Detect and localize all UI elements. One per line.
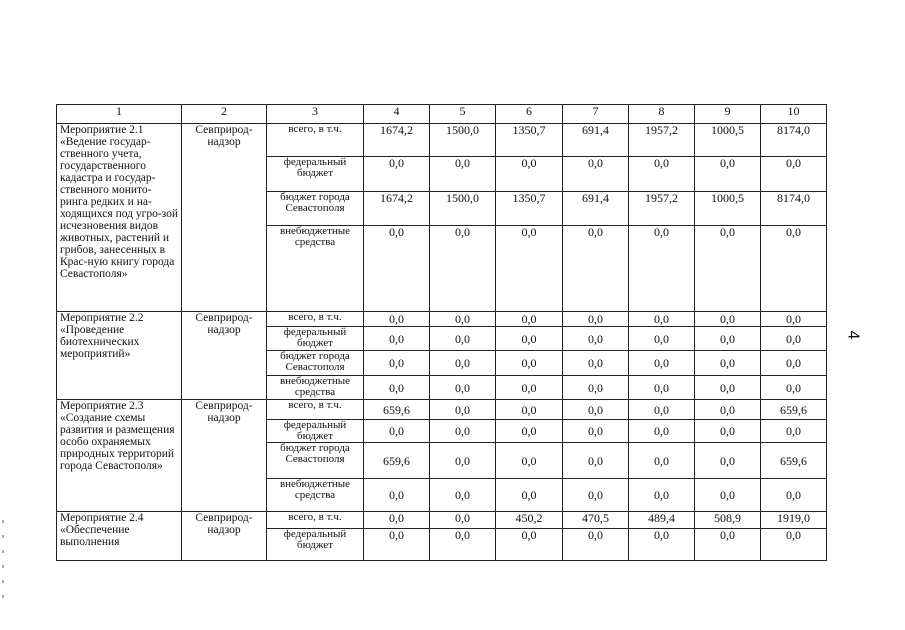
value-cell: 0,0 xyxy=(496,400,563,420)
column-header: 7 xyxy=(563,105,629,124)
value-cell: 691,4 xyxy=(563,192,629,226)
column-header: 5 xyxy=(430,105,496,124)
value-cell: 0,0 xyxy=(430,479,496,512)
column-header: 9 xyxy=(695,105,761,124)
value-cell: 0,0 xyxy=(695,400,761,420)
funding-source: федеральный бюджет xyxy=(267,529,364,561)
value-cell: 1500,0 xyxy=(430,124,496,157)
value-cell: 0,0 xyxy=(430,443,496,479)
value-cell: 0,0 xyxy=(430,376,496,400)
value-cell: 0,0 xyxy=(364,327,430,351)
funding-source: всего, в т.ч. xyxy=(267,400,364,420)
value-cell: 0,0 xyxy=(761,529,827,561)
value-cell: 0,0 xyxy=(563,157,629,192)
value-cell: 0,0 xyxy=(695,351,761,376)
value-cell: 0,0 xyxy=(430,351,496,376)
event-name: Мероприятие 2.2 «Проведение биотехнических мероприятий» xyxy=(57,312,182,400)
funding-source: федеральный бюджет xyxy=(267,420,364,443)
value-cell: 0,0 xyxy=(496,351,563,376)
value-cell: 659,6 xyxy=(364,443,430,479)
value-cell: 0,0 xyxy=(695,226,761,312)
value-cell: 0,0 xyxy=(364,157,430,192)
value-cell: 0,0 xyxy=(563,479,629,512)
value-cell: 0,0 xyxy=(364,512,430,529)
executor: Севприрод-надзор xyxy=(182,312,267,400)
header-row xyxy=(57,105,827,124)
value-cell: 659,6 xyxy=(761,443,827,479)
value-cell: 0,0 xyxy=(496,443,563,479)
column-header: 3 xyxy=(267,105,364,124)
value-cell: 0,0 xyxy=(761,157,827,192)
value-cell: 0,0 xyxy=(563,226,629,312)
value-cell: 0,0 xyxy=(629,157,695,192)
funding-source: внебюджетные средства xyxy=(267,226,364,312)
funding-source: федеральный бюджет xyxy=(267,157,364,192)
value-cell: 0,0 xyxy=(563,529,629,561)
value-cell: 0,0 xyxy=(563,443,629,479)
value-cell: 0,0 xyxy=(761,327,827,351)
column-header: 2 xyxy=(182,105,267,124)
funding-source: внебюджетные средства xyxy=(267,479,364,512)
value-cell: 0,0 xyxy=(563,420,629,443)
value-cell: 1674,2 xyxy=(364,124,430,157)
executor: Севприрод-надзор xyxy=(182,124,267,312)
value-cell: 691,4 xyxy=(563,124,629,157)
budget-table xyxy=(56,104,827,561)
value-cell: 0,0 xyxy=(629,400,695,420)
table-row xyxy=(57,512,827,529)
value-cell: 0,0 xyxy=(761,376,827,400)
value-cell: 0,0 xyxy=(430,226,496,312)
value-cell: 8174,0 xyxy=(761,124,827,157)
value-cell: 0,0 xyxy=(629,327,695,351)
funding-source: бюджет города Севастополя xyxy=(267,443,364,479)
value-cell: 0,0 xyxy=(629,312,695,327)
value-cell: 1000,5 xyxy=(695,192,761,226)
table-row xyxy=(57,400,827,420)
value-cell: 0,0 xyxy=(629,351,695,376)
value-cell: 0,0 xyxy=(430,400,496,420)
value-cell: 0,0 xyxy=(496,376,563,400)
funding-source: бюджет города Севастополя xyxy=(267,351,364,376)
value-cell: 0,0 xyxy=(496,312,563,327)
value-cell: 0,0 xyxy=(563,376,629,400)
value-cell: 0,0 xyxy=(761,226,827,312)
event-name: Мероприятие 2.4 «Обеспечение выполнения xyxy=(57,512,182,561)
value-cell: 0,0 xyxy=(430,327,496,351)
funding-source: всего, в т.ч. xyxy=(267,312,364,327)
value-cell: 450,2 xyxy=(496,512,563,529)
value-cell: 0,0 xyxy=(364,351,430,376)
value-cell: 1000,5 xyxy=(695,124,761,157)
value-cell: 0,0 xyxy=(496,479,563,512)
value-cell: 0,0 xyxy=(761,351,827,376)
page-number: 4 xyxy=(844,330,862,340)
value-cell: 8174,0 xyxy=(761,192,827,226)
funding-source: всего, в т.ч. xyxy=(267,124,364,157)
column-header: 8 xyxy=(629,105,695,124)
executor: Севприрод-надзор xyxy=(182,512,267,561)
funding-source: бюджет города Севастополя xyxy=(267,192,364,226)
scan-margin-marks xyxy=(2,520,5,620)
value-cell: 0,0 xyxy=(430,312,496,327)
value-cell: 0,0 xyxy=(695,443,761,479)
value-cell: 1919,0 xyxy=(761,512,827,529)
value-cell: 0,0 xyxy=(563,400,629,420)
column-header: 6 xyxy=(496,105,563,124)
value-cell: 0,0 xyxy=(364,312,430,327)
value-cell: 0,0 xyxy=(430,420,496,443)
value-cell: 0,0 xyxy=(563,312,629,327)
value-cell: 0,0 xyxy=(629,529,695,561)
value-cell: 0,0 xyxy=(695,312,761,327)
value-cell: 0,0 xyxy=(430,512,496,529)
value-cell: 0,0 xyxy=(430,529,496,561)
table-body xyxy=(57,105,827,561)
value-cell: 0,0 xyxy=(496,226,563,312)
value-cell: 0,0 xyxy=(695,529,761,561)
value-cell: 0,0 xyxy=(695,479,761,512)
value-cell: 0,0 xyxy=(629,479,695,512)
value-cell: 1500,0 xyxy=(430,192,496,226)
value-cell: 1957,2 xyxy=(629,124,695,157)
event-name: Мероприятие 2.3 «Создание схемы развития и размещения особо охраняемых природных территорий города Севастополя» xyxy=(57,400,182,512)
value-cell: 1350,7 xyxy=(496,124,563,157)
value-cell: 659,6 xyxy=(364,400,430,420)
value-cell: 0,0 xyxy=(364,376,430,400)
funding-source: всего, в т.ч. xyxy=(267,512,364,529)
column-header: 4 xyxy=(364,105,430,124)
value-cell: 508,9 xyxy=(695,512,761,529)
value-cell: 0,0 xyxy=(761,479,827,512)
value-cell: 0,0 xyxy=(563,351,629,376)
value-cell: 489,4 xyxy=(629,512,695,529)
value-cell: 0,0 xyxy=(496,529,563,561)
value-cell: 0,0 xyxy=(364,420,430,443)
value-cell: 0,0 xyxy=(761,312,827,327)
value-cell: 0,0 xyxy=(695,376,761,400)
value-cell: 1674,2 xyxy=(364,192,430,226)
value-cell: 1350,7 xyxy=(496,192,563,226)
value-cell: 0,0 xyxy=(496,327,563,351)
value-cell: 0,0 xyxy=(629,376,695,400)
event-name: Мероприятие 2.1 «Ведение государ-ственного учета, государственного кадастра и государ-ственного монито-ринга редких и на-ходящихся под угро-зой исчезновения видов животных, растений и грибов, занесенных в Крас-ную книгу города Севастополя» xyxy=(57,124,182,312)
value-cell: 0,0 xyxy=(364,226,430,312)
value-cell: 0,0 xyxy=(430,157,496,192)
value-cell: 0,0 xyxy=(496,420,563,443)
funding-source: внебюджетные средства xyxy=(267,376,364,400)
executor: Севприрод-надзор xyxy=(182,400,267,512)
table-row xyxy=(57,312,827,327)
column-header: 1 xyxy=(57,105,182,124)
value-cell: 0,0 xyxy=(629,226,695,312)
value-cell: 1957,2 xyxy=(629,192,695,226)
value-cell: 659,6 xyxy=(761,400,827,420)
value-cell: 0,0 xyxy=(695,157,761,192)
value-cell: 0,0 xyxy=(496,157,563,192)
value-cell: 0,0 xyxy=(563,327,629,351)
value-cell: 0,0 xyxy=(629,420,695,443)
value-cell: 0,0 xyxy=(695,327,761,351)
column-header: 10 xyxy=(761,105,827,124)
value-cell: 0,0 xyxy=(761,420,827,443)
table-row xyxy=(57,124,827,157)
value-cell: 0,0 xyxy=(364,479,430,512)
funding-source: федеральный бюджет xyxy=(267,327,364,351)
value-cell: 470,5 xyxy=(563,512,629,529)
value-cell: 0,0 xyxy=(695,420,761,443)
value-cell: 0,0 xyxy=(364,529,430,561)
value-cell: 0,0 xyxy=(629,443,695,479)
